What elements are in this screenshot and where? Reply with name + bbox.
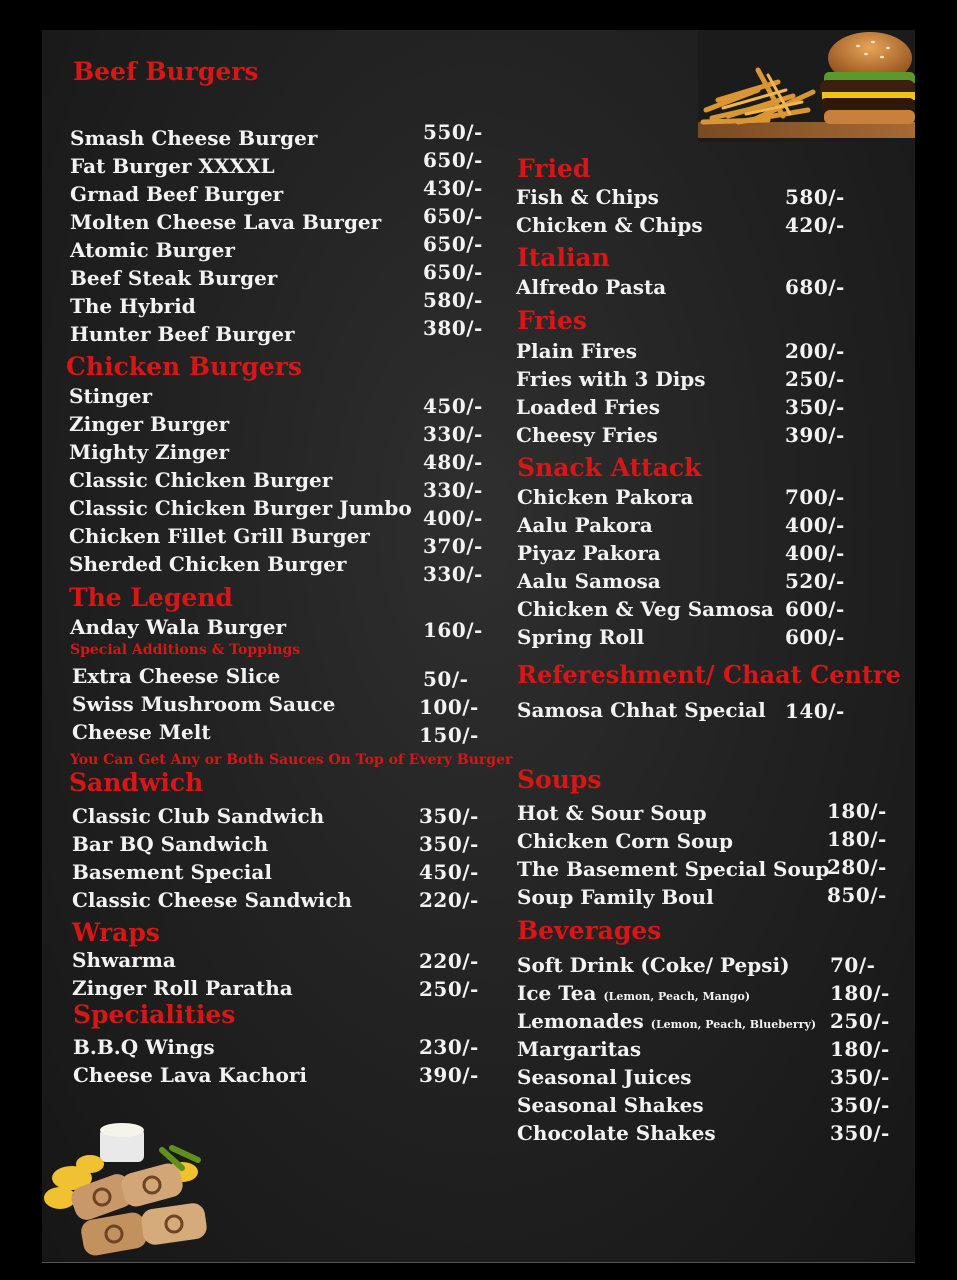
menu-item-price: 250/-	[785, 367, 845, 391]
menu-item-price: 100/-	[419, 695, 479, 719]
menu-item-price: 140/-	[785, 699, 845, 723]
menu-item-name: Hunter Beef Burger	[70, 322, 295, 346]
menu-item-name: Cheese Lava Kachori	[73, 1063, 307, 1087]
menu-item-name: Spring Roll	[517, 625, 645, 649]
menu-item-price: 180/-	[830, 981, 890, 1005]
menu-item-name: Zinger Roll Paratha	[72, 976, 293, 1000]
menu-item-price: 200/-	[785, 339, 845, 363]
beverage-flavours-note: (Lemon, Peach, Mango)	[603, 990, 751, 1003]
menu-item-name: Swiss Mushroom Sauce	[72, 692, 336, 716]
heading-snack-attack: Snack Attack	[517, 453, 702, 482]
menu-item-name: Extra Cheese Slice	[72, 664, 281, 688]
menu-item-name: Loaded Fries	[516, 395, 660, 419]
menu-item-name: The Hybrid	[70, 294, 196, 318]
heading-sandwich: Sandwich	[69, 768, 204, 797]
menu-item-price: 330/-	[423, 422, 483, 446]
menu-item-name: Molten Cheese Lava Burger	[70, 210, 382, 234]
menu-item-name: Sherded Chicken Burger	[69, 552, 347, 576]
menu-item-price: 380/-	[423, 316, 483, 340]
menu-board	[42, 30, 915, 1263]
menu-item-name: Classic Club Sandwich	[72, 804, 325, 828]
menu-item-name: Grnad Beef Burger	[70, 182, 284, 206]
menu-item-name	[517, 953, 790, 977]
heading-the-legend: The Legend	[69, 583, 233, 612]
menu-item-name: Cheesy Fries	[516, 423, 658, 447]
heading-soups: Soups	[517, 765, 602, 794]
menu-item-name: Samosa Chhat Special	[517, 698, 766, 722]
menu-item-name	[517, 981, 750, 1009]
menu-item-price: 250/-	[830, 1009, 890, 1033]
heading-italian: Italian	[517, 243, 610, 272]
menu-item-name: Alfredo Pasta	[516, 275, 667, 299]
menu-item-name	[517, 1065, 692, 1089]
heading-beef-burgers: Beef Burgers	[73, 57, 259, 86]
menu-item-price: 250/-	[419, 977, 479, 1001]
beverage-name: Soft Drink (Coke/ Pepsi)	[517, 953, 790, 977]
menu-item-name: Chicken Fillet Grill Burger	[69, 524, 370, 548]
menu-item-price: 160/-	[423, 618, 483, 642]
menu-item-name: Basement Special	[72, 860, 272, 884]
samosa-rolls-image	[42, 1120, 222, 1263]
menu-item-price: 350/-	[419, 832, 479, 856]
menu-item-price: 420/-	[785, 213, 845, 237]
menu-item-name: Hot & Sour Soup	[517, 801, 707, 825]
beverage-name: Seasonal Shakes	[517, 1093, 704, 1117]
menu-item-price: 330/-	[423, 562, 483, 586]
menu-item-price: 580/-	[785, 185, 845, 209]
menu-item-price: 600/-	[785, 625, 845, 649]
menu-item-name: Mighty Zinger	[69, 440, 230, 464]
menu-item-price: 350/-	[830, 1093, 890, 1117]
beverage-flavours-note: (Lemon, Peach, Blueberry)	[650, 1018, 817, 1031]
menu-item-name: Smash Cheese Burger	[70, 126, 318, 150]
heading-refreshment-chaat-centre: Refereshment/ Chaat Centre	[517, 660, 901, 689]
menu-item-price: 350/-	[830, 1065, 890, 1089]
menu-item-name: Soup Family Boul	[517, 885, 714, 909]
menu-item-name: Shwarma	[72, 948, 176, 972]
menu-item-name: Fat Burger XXXXL	[70, 154, 275, 178]
menu-item-price: 580/-	[423, 288, 483, 312]
menu-item-price: 180/-	[827, 799, 887, 823]
menu-item-price: 850/-	[827, 883, 887, 907]
menu-item-price: 700/-	[785, 485, 845, 509]
menu-item-price: 480/-	[423, 450, 483, 474]
menu-item-name: Classic Chicken Burger Jumbo	[69, 496, 412, 520]
menu-item-price: 330/-	[423, 478, 483, 502]
menu-item-name: Aalu Samosa	[517, 569, 661, 593]
menu-item-price: 400/-	[785, 513, 845, 537]
menu-item-price: 550/-	[423, 120, 483, 144]
menu-item-price: 390/-	[785, 423, 845, 447]
beverage-name: Lemonades	[517, 1009, 644, 1033]
menu-item-name: Chicken Pakora	[517, 485, 694, 509]
menu-item-price: 430/-	[423, 176, 483, 200]
menu-item-name: Aalu Pakora	[517, 513, 653, 537]
menu-item-price: 650/-	[423, 204, 483, 228]
menu-item-name: Bar BQ Sandwich	[72, 832, 269, 856]
menu-item-price: 230/-	[419, 1035, 479, 1059]
menu-item-name: Classic Chicken Burger	[69, 468, 333, 492]
menu-item-price: 450/-	[423, 394, 483, 418]
menu-item-name: Anday Wala Burger	[70, 615, 287, 639]
menu-item-price: 370/-	[423, 534, 483, 558]
menu-item-price: 600/-	[785, 597, 845, 621]
menu-item-price: 350/-	[785, 395, 845, 419]
beverage-name: Seasonal Juices	[517, 1065, 692, 1089]
menu-item-name: Stinger	[69, 384, 153, 408]
sub-heading-special-additions: Special Additions & Toppings	[70, 642, 301, 658]
menu-item-name: Chicken & Veg Samosa	[517, 597, 774, 621]
menu-item-name: Cheese Melt	[72, 720, 211, 744]
menu-item-price: 400/-	[423, 506, 483, 530]
menu-item-price: 180/-	[830, 1037, 890, 1061]
heading-chicken-burgers: Chicken Burgers	[66, 352, 303, 381]
beverage-name: Chocolate Shakes	[517, 1121, 716, 1145]
menu-item-name	[517, 1093, 704, 1117]
heading-specialities: Specialities	[73, 1000, 236, 1029]
menu-item-name	[517, 1037, 641, 1061]
menu-item-name: The Basement Special Soup	[517, 857, 830, 881]
menu-item-price: 220/-	[419, 949, 479, 973]
menu-item-price: 390/-	[419, 1063, 479, 1087]
menu-item-price: 650/-	[423, 260, 483, 284]
burger-and-fries-image	[698, 30, 915, 142]
menu-item-price: 650/-	[423, 232, 483, 256]
menu-item-price: 220/-	[419, 888, 479, 912]
heading-fried: Fried	[517, 154, 591, 183]
menu-item-name: Chicken & Chips	[516, 213, 703, 237]
menu-item-price: 450/-	[419, 860, 479, 884]
heading-beverages: Beverages	[517, 916, 662, 945]
menu-item-price: 520/-	[785, 569, 845, 593]
menu-item-name	[517, 1121, 716, 1145]
menu-item-price: 400/-	[785, 541, 845, 565]
menu-item-price: 70/-	[830, 953, 876, 977]
menu-item-price: 50/-	[423, 667, 469, 691]
menu-item-name: Beef Steak Burger	[70, 266, 278, 290]
menu-item-name: Zinger Burger	[69, 412, 230, 436]
menu-item-name	[517, 1009, 816, 1037]
beverage-name: Ice Tea	[517, 981, 597, 1005]
beverage-name: Margaritas	[517, 1037, 642, 1061]
menu-item-name: Chicken Corn Soup	[517, 829, 733, 853]
menu-item-name: Piyaz Pakora	[517, 541, 661, 565]
menu-item-price: 280/-	[827, 855, 887, 879]
menu-item-name: Plain Fires	[516, 339, 638, 363]
menu-item-price: 180/-	[827, 827, 887, 851]
heading-wraps: Wraps	[72, 918, 160, 947]
menu-item-name: Atomic Burger	[70, 238, 235, 262]
menu-item-name: Fish & Chips	[516, 185, 659, 209]
heading-fries: Fries	[517, 306, 587, 335]
menu-item-name: Classic Cheese Sandwich	[72, 888, 353, 912]
sauce-note: You Can Get Any or Both Sauces On Top of Every Burger	[70, 752, 513, 768]
menu-item-price: 150/-	[419, 723, 479, 747]
menu-item-price: 680/-	[785, 275, 845, 299]
menu-item-price: 350/-	[419, 804, 479, 828]
menu-item-price: 350/-	[830, 1121, 890, 1145]
menu-item-price: 650/-	[423, 148, 483, 172]
menu-item-name: Fries with 3 Dips	[516, 367, 706, 391]
menu-item-name: B.B.Q Wings	[73, 1035, 215, 1059]
